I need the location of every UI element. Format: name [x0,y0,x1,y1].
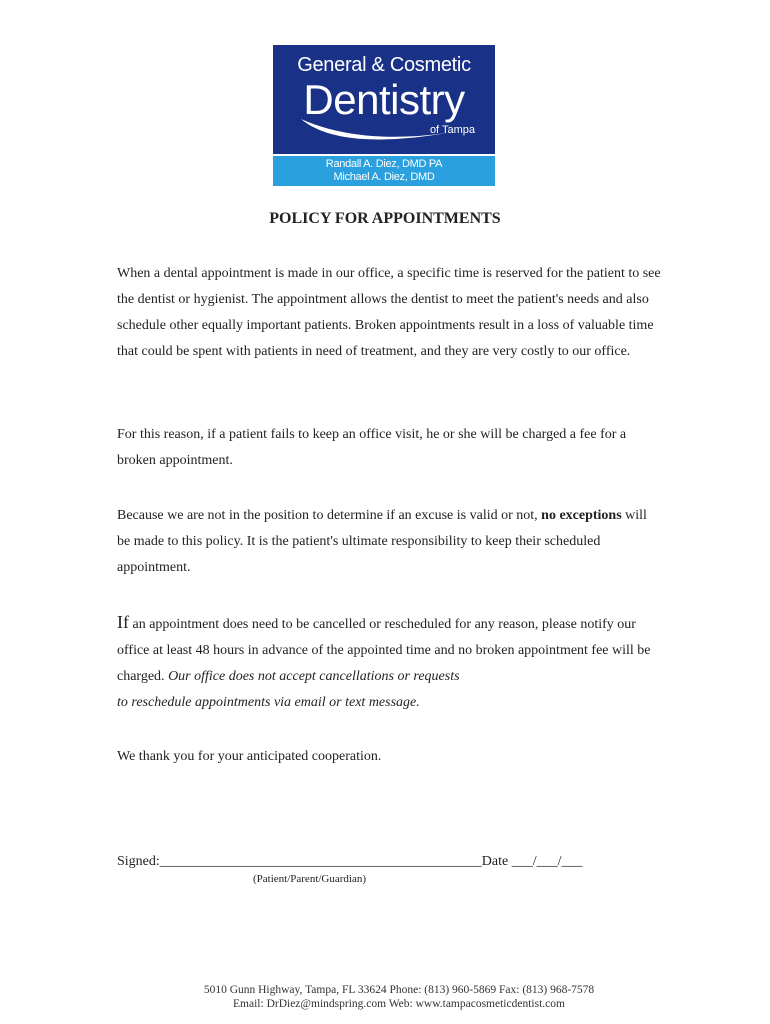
date-label: Date [481,854,509,869]
paragraph-text: will be made to this policy. It is the patient's ultimate responsibility to keep their scheduled appointment. [117,508,647,575]
paragraph-text: Because we are not in the position to determine if an excuse is valid or not, [117,508,538,523]
logo-line-1: General & Cosmetic [297,54,471,76]
logo-line-3: of Tampa [429,124,475,136]
signature-blank: ______________________________________________ [159,854,482,869]
paragraph-thanks: We thank you for your anticipated cooperation. [117,749,382,764]
date-blank: ___/___/___ [511,854,583,869]
paragraph-cancellation [117,609,662,716]
italic-note: Our office does not accept cancellations or requests [168,669,460,684]
footer-contact: Email: DrDiez@mindspring.com Web: www.tampacosmeticdentist.com [233,998,565,1010]
logo-bottom-panel [273,154,495,186]
emphasis-text: no exceptions [541,508,622,523]
smile-swoosh-icon [299,115,449,145]
paragraph-text: an appointment does need to be cancelled or rescheduled for any reason, please notify our office at least 48 hours in advance of the appointed time and no broken appointment fee will be charged. [117,617,651,684]
signature-line [117,854,583,870]
practice-logo [273,45,495,186]
paragraph-text: If [117,612,129,632]
page-title: POLICY FOR APPOINTMENTS [269,210,501,227]
logo-top-panel [273,45,495,154]
signed-label: Signed: [117,854,160,869]
italic-note: to reschedule appointments via email or text message. [117,695,420,710]
paragraph-no-exceptions [117,503,662,581]
paragraph-reserved-time: When a dental appointment is made in our office, a specific time is reserved for the patient to see the dentist or hygienist. The appointment allows the dentist to meet the patient's needs and also schedule other equally important patients. Broken appointments result in a loss of valuable time that could be spent with patients in need of treatment, and they are very costly to our office. [117,266,661,359]
paragraph-broken-fee: For this reason, if a patient fails to keep an office visit, he or she will be charged a fee for a broken appointment. [117,427,627,468]
logo-doctor-1: Randall A. Diez, DMD PA [325,158,443,170]
logo-doctor-2: Michael A. Diez, DMD [333,171,435,183]
signature-caption: (Patient/Parent/Guardian) [253,873,367,885]
logo-line-2: Dentistry [303,76,465,123]
footer-address: 5010 Gunn Highway, Tampa, FL 33624 Phone: (813) 960-5869 Fax: (813) 968-7578 [203,984,595,996]
